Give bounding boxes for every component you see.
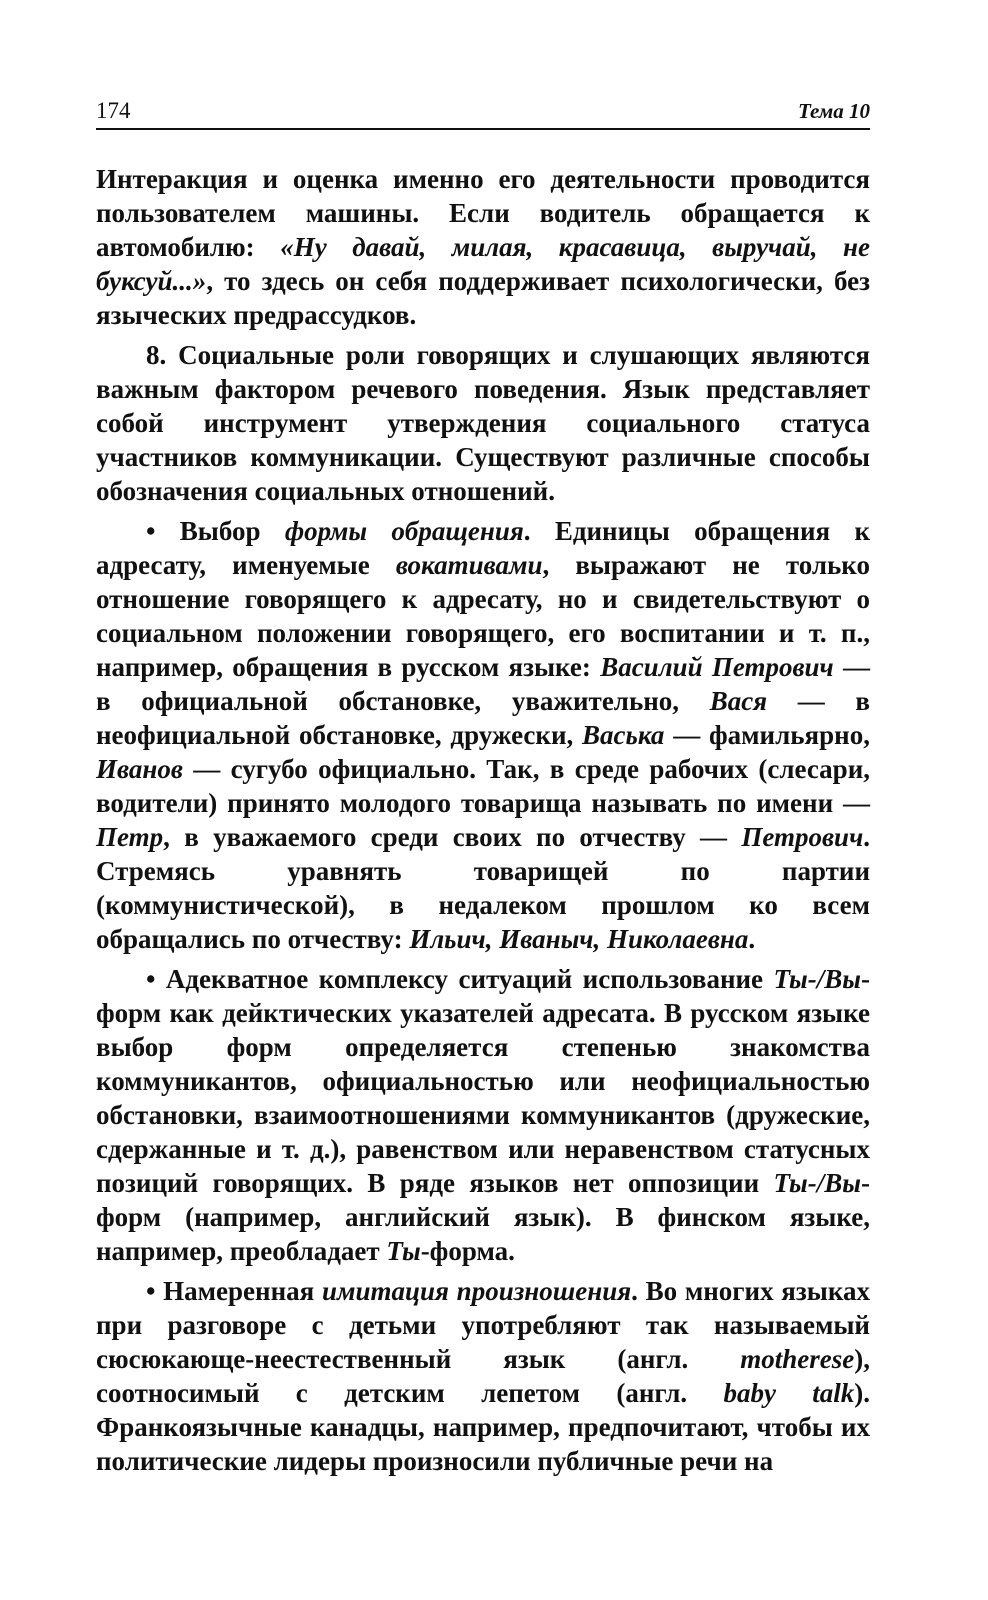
- italic-text-run: Петрович: [741, 822, 864, 852]
- text-run: 8. Социальные роли говорящих и слушающих являются важным фактором речевого поведения. Язык представляет собой инструмент утверждения социального статуса участников коммуникации. Существуют различные способы обозначения социальных отношений.: [96, 340, 870, 506]
- text-run: -форма.: [420, 1236, 515, 1266]
- paragraph-3: [96, 514, 870, 956]
- italic-text-run: Иванов: [96, 754, 183, 784]
- text-run: , то здесь он себя поддерживает психологически, без языческих предрассудков.: [96, 266, 870, 330]
- text-run: -форм (например, английский язык). В финском языке, например, преобладает: [96, 1168, 870, 1266]
- text-run: ), соотносимый с детским лепетом (англ.: [96, 1344, 870, 1408]
- italic-text-run: формы обращения: [284, 516, 524, 546]
- text-run: • Намеренная: [146, 1276, 322, 1306]
- text-run: , в уважаемого среди своих по отчеству —: [163, 822, 742, 852]
- paragraph-4: [96, 962, 870, 1268]
- text-run: — в официальной обстановке, уважительно,: [96, 652, 871, 716]
- text-run: .: [748, 924, 756, 954]
- paragraph-2: [96, 338, 870, 508]
- italic-text-run: Васька: [582, 720, 665, 750]
- italic-text-run: Ты-/Вы: [773, 1168, 861, 1198]
- body-text: [96, 162, 870, 1484]
- text-run: • Выбор: [146, 516, 285, 546]
- text-run: . Стремясь уравнять товарищей по партии (коммунистической), в недалеком прошлом ко всем обращались по отчеству:: [96, 822, 870, 954]
- italic-text-run: Вася: [709, 686, 768, 716]
- text-run: — фамильярно,: [664, 720, 870, 750]
- text-run: Интеракция и оценка именно его деятельности проводится пользователем машины. Если водитель обращается к автомобилю:: [96, 164, 870, 262]
- italic-text-run: «Ну давай, милая, красавица, выручай, не буксуй...»: [96, 232, 870, 296]
- italic-text-run: имитация произношения: [321, 1276, 632, 1306]
- italic-text-run: Ильич, Иваныч, Николаевна: [409, 924, 749, 954]
- text-run: ). Франкоязычные канадцы, например, предпочитают, чтобы их политические лидеры произносили публичные речи на: [96, 1378, 870, 1476]
- text-run: — в неофициальной обстановке, дружески,: [96, 686, 870, 750]
- italic-text-run: Ты-/Вы: [773, 964, 861, 994]
- text-run: -форм как дейктических указателей адресата. В русском языке выбор форм определяется степенью знакомства коммуникантов, официальностью или неофициальностью обстановки, взаимоотношениями коммуникантов (дружеские, сдержанные и т. д.), равенством или неравенством статусных позиций говорящих. В ряде языков нет оппозиции: [96, 964, 870, 1198]
- text-run: . Во многих языках при разговоре с детьми употребляют так называемый сюсюкающе-неестественный язык (англ.: [96, 1276, 870, 1374]
- italic-text-run: Василий Петрович: [600, 652, 834, 682]
- italic-text-run: Ты: [386, 1236, 421, 1266]
- text-run: • Адекватное комплексу ситуаций использование: [146, 964, 774, 994]
- italic-text-run: Петр: [96, 822, 164, 852]
- paragraph-1: [96, 162, 870, 332]
- italic-text-run: baby talk: [723, 1378, 855, 1408]
- italic-text-run: motherese: [740, 1344, 855, 1374]
- page-number: 174: [96, 98, 131, 123]
- text-run: . Единицы обращения к адресату, именуемые: [96, 516, 871, 580]
- text-run: , выражают не только отношение говорящего к адресату, но и свидетельствуют о социальном положении говорящего, его воспитании и т. п., например, обращения в русском языке:: [96, 550, 871, 682]
- text-run: — сугубо официально. Так, в среде рабочих (слесари, водители) принято молодого товарища называть по имени —: [96, 754, 870, 818]
- paragraph-5: [96, 1274, 870, 1478]
- italic-text-run: вокативами: [395, 550, 543, 580]
- page-header: [96, 92, 870, 130]
- running-title: Тема 10: [797, 99, 870, 123]
